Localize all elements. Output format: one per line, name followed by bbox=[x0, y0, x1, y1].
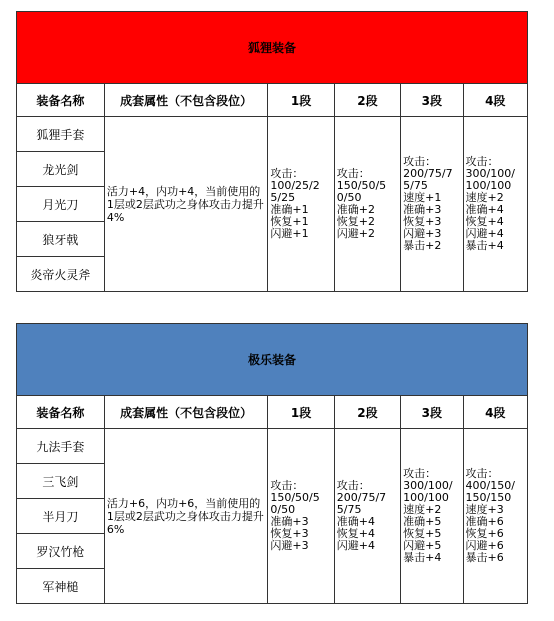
header-stage-2: 2段 bbox=[334, 396, 400, 429]
stat-line: 0/50 bbox=[270, 503, 296, 516]
stat-line: 闪避+4 bbox=[465, 227, 504, 240]
stat-line: 300/100/ bbox=[403, 479, 453, 492]
stat-line: 闪避+3 bbox=[403, 227, 442, 240]
stat-line: 准确+4 bbox=[336, 515, 375, 528]
table-title: 极乐装备 bbox=[17, 324, 528, 396]
header-stage-4: 4段 bbox=[463, 396, 528, 429]
header-stage-3: 3段 bbox=[401, 84, 463, 117]
stat-line: 暴击+2 bbox=[403, 239, 442, 252]
stat-line: 100/25/2 bbox=[270, 179, 320, 192]
item-name: 九法手套 bbox=[17, 429, 104, 464]
header-stage-2: 2段 bbox=[334, 84, 400, 117]
set-attribute: 活力+4，内功+4，当前使用的1层或2层武功之身体攻击力提升4% bbox=[104, 117, 267, 292]
stage-2-stats bbox=[334, 429, 400, 604]
stat-line: 准确+3 bbox=[270, 515, 309, 528]
stage-1-stats bbox=[268, 429, 334, 604]
set-attribute: 活力+6，内功+6，当前使用的1层或2层武功之身体攻击力提升6% bbox=[104, 429, 267, 604]
stat-line: 暴击+6 bbox=[465, 551, 504, 564]
stat-line: 闪避+1 bbox=[270, 227, 309, 240]
stat-line: 速度+2 bbox=[465, 191, 504, 204]
header-item-name: 装备名称 bbox=[17, 396, 105, 429]
stat-line: 暴击+4 bbox=[403, 551, 442, 564]
item-name: 炎帝火灵斧 bbox=[30, 267, 91, 282]
stat-line: 恢复+3 bbox=[403, 215, 442, 228]
stat-line: 100/100 bbox=[403, 491, 449, 504]
stat-line: 攻击： bbox=[336, 167, 370, 180]
header-set-attr: 成套属性（不包含段位） bbox=[104, 396, 267, 429]
item-name: 狐狸手套 bbox=[17, 117, 104, 152]
stat-line: 恢复+6 bbox=[465, 527, 504, 540]
item-name: 龙光剑 bbox=[17, 152, 104, 187]
item-name: 半月刀 bbox=[17, 499, 104, 534]
stat-line: 0/50 bbox=[336, 191, 362, 204]
stat-line: 速度+3 bbox=[465, 503, 504, 516]
stat-line: 攻击： bbox=[403, 155, 437, 168]
stat-line: 150/50/5 bbox=[270, 491, 320, 504]
stat-line: 准确+5 bbox=[403, 515, 442, 528]
stage-4-stats bbox=[463, 429, 528, 604]
header-stage-3: 3段 bbox=[401, 396, 463, 429]
stat-line: 速度+2 bbox=[403, 503, 442, 516]
stat-line: 攻击： bbox=[270, 479, 304, 492]
stat-line: 准确+4 bbox=[465, 203, 504, 216]
stat-line: 5/25 bbox=[270, 191, 296, 204]
stat-line: 5/75 bbox=[403, 179, 428, 192]
header-stage-4: 4段 bbox=[463, 84, 528, 117]
stat-line: 攻击： bbox=[465, 155, 499, 168]
stat-line: 150/50/5 bbox=[336, 179, 387, 192]
stat-line: 5/75 bbox=[336, 503, 362, 516]
equipment-table-fox bbox=[16, 11, 528, 292]
stage-3-stats bbox=[401, 117, 463, 292]
stat-line: 100/100 bbox=[465, 179, 512, 192]
stage-2-stats bbox=[334, 117, 400, 292]
item-name: 军神槌 bbox=[42, 579, 79, 594]
stat-line: 闪避+3 bbox=[270, 539, 309, 552]
header-item-name: 装备名称 bbox=[17, 84, 105, 117]
header-stage-1: 1段 bbox=[268, 84, 334, 117]
stat-line: 恢复+4 bbox=[336, 527, 375, 540]
stat-line: 200/75/7 bbox=[336, 491, 387, 504]
stat-line: 闪避+5 bbox=[403, 539, 442, 552]
stat-line: 恢复+2 bbox=[336, 215, 375, 228]
stat-line: 闪避+2 bbox=[336, 227, 375, 240]
stat-line: 150/150 bbox=[465, 491, 512, 504]
stat-line: 攻击： bbox=[270, 167, 304, 180]
stat-line: 恢复+5 bbox=[403, 527, 442, 540]
header-stage-1: 1段 bbox=[268, 396, 334, 429]
equipment-table-bliss bbox=[16, 323, 528, 604]
item-name: 三飞剑 bbox=[17, 464, 104, 499]
item-name: 狼牙戟 bbox=[17, 222, 104, 257]
header-set-attr: 成套属性（不包含段位） bbox=[104, 84, 267, 117]
stat-line: 200/75/7 bbox=[403, 167, 453, 180]
stat-line: 400/150/ bbox=[465, 479, 515, 492]
stat-line: 攻击： bbox=[336, 479, 370, 492]
stage-3-stats bbox=[401, 429, 463, 604]
stat-line: 准确+6 bbox=[465, 515, 504, 528]
item-name: 罗汉竹枪 bbox=[17, 534, 104, 569]
stat-line: 300/100/ bbox=[465, 167, 515, 180]
stat-line: 攻击： bbox=[403, 467, 437, 480]
stage-4-stats bbox=[463, 117, 528, 292]
stat-line: 暴击+4 bbox=[465, 239, 504, 252]
stat-line: 准确+3 bbox=[403, 203, 442, 216]
stat-line: 闪避+4 bbox=[336, 539, 375, 552]
item-list bbox=[17, 429, 105, 604]
item-name: 月光刀 bbox=[17, 187, 104, 222]
stat-line: 闪避+6 bbox=[465, 539, 504, 552]
stat-line: 速度+1 bbox=[403, 191, 442, 204]
stat-line: 准确+2 bbox=[336, 203, 375, 216]
stat-line: 恢复+4 bbox=[465, 215, 504, 228]
stat-line: 恢复+3 bbox=[270, 527, 309, 540]
stat-line: 恢复+1 bbox=[270, 215, 309, 228]
stat-line: 攻击： bbox=[465, 467, 499, 480]
table-title: 狐狸装备 bbox=[17, 12, 528, 84]
stat-line: 准确+1 bbox=[270, 203, 309, 216]
item-list bbox=[17, 117, 105, 292]
stage-1-stats bbox=[268, 117, 334, 292]
